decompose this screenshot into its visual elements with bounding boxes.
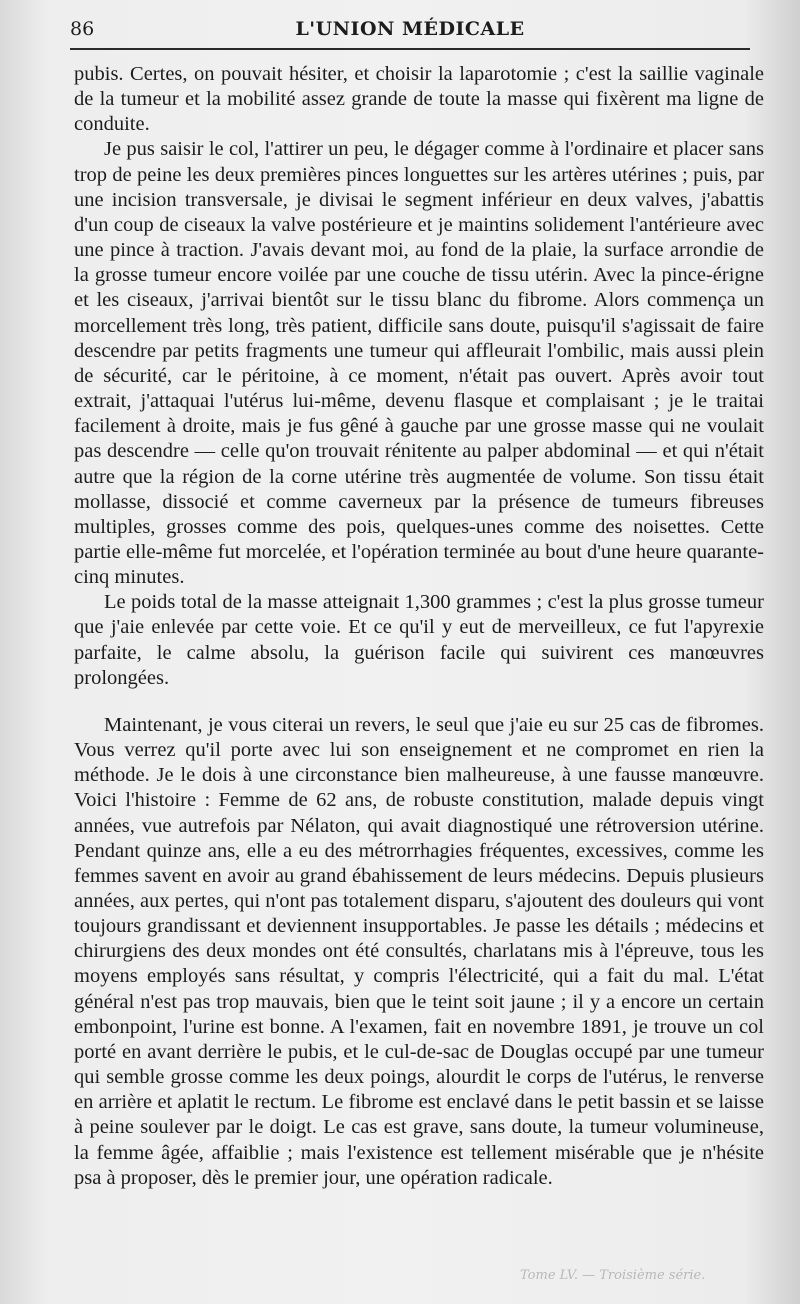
paragraph-operation: Je pus saisir le col, l'attirer un peu, le dégager comme à l'ordinaire et placer sans trop de peine les deux premières pinces longuettes sur les artères utérines ; puis, par une incision transversale, je divisai le segment inférieur en deux valves, j'abattis d'un coup de ciseaux la valve postérieure et je maintins solidement l'antérieure avec une pince à traction. J'avais devant moi, au fond de la plaie, la surface arrondie de la grosse tumeur encore voilée par une couche de tissu utérin. Avec la pince-érigne et les ciseaux, j'arrivai bientôt sur le tissu blanc du fibrome. Alors commença un morcellement très long, très patient, difficile sans doute, puisqu'il s'agissait de faire descendre par petits fragments une tumeur qui affleurait l'ombilic, mais aussi plein de sécurité, car le péritoine, à ce moment, n'était pas ouvert. Après avoir tout extrait, j'attaquai l'utérus lui-même, devenu flasque et complaisant ; je le traitai facilement à droite, mais je fus gêné à gauche par une grosse masse qui ne voulait pas descendre — celle qu'on trouvait rénitente au palper abdominal — et qui n'était autre que la région de la corne utérine très augmentée de volume. Son tissu était mollasse, dissocié et comme caverneux par la présence de tumeurs fibreuses multiples, grosses comme des pois, quelques-unes comme des noisettes. Cette partie elle-même fut morcelée, et l'opération terminée au bout d'une heure quarante-cinq minutes. (74, 138, 764, 589)
page-number: 86 (70, 18, 95, 40)
running-title: L'UNION MÉDICALE (295, 18, 525, 40)
header-rule (70, 48, 750, 50)
paragraph-case-history: Maintenant, je vous citerai un revers, le seul que j'aie eu sur 25 cas de fibromes. Vous verrez qu'il porte avec lui son enseignement et ne compromet en rien la méthode. Je le dois à une circonstance bien malheureuse, à une fausse manœuvre. Voici l'histoire : Femme de 62 ans, de robuste constitution, malade depuis vingt années, vue autrefois par Nélaton, qui avait diagnostiqué une rétroversion utérine. Pendant quinze ans, elle a eu des métrorrhagies fréquentes, excessives, comme les femmes savent en avoir au grand ébahissement de leurs médecins. Depuis plusieurs années, aux pertes, qui n'ont pas totalement disparu, s'ajoutent des douleurs qui vont toujours grandissant et deviennent insupportables. Je passe les détails ; médecins et chirurgiens des deux mondes ont été consultés, charlatans mis à l'épreuve, tous les moyens employés sans résultat, y compris l'électricité, qui a fait du mal. L'état général n'est pas trop mauvais, bien que le teint soit jaune ; il y a encore un certain embonpoint, l'urine est bonne. A l'examen, fait en novembre 1891, je trouve un col porté en avant derrière le pubis, et le cul-de-sac de Douglas occupé par une tumeur qui semble grosse comme les deux poings, alourdit le corps de l'utérus, le renverse en arrière et aplatit le rectum. Le fibrome est enclavé dans le petit bassin et se laisse à peine soulever par le doigt. Le cas est grave, sans doute, la tumeur volumineuse, la femme âgée, affaiblie ; mais l'existence est tellement misérable que je n'hésite psa à proposer, dès le premier jour, une opération radicale. (74, 713, 765, 1189)
paragraph-weight: Le poids total de la masse atteignait 1,300 grammes ; c'est la plus grosse tumeur que j'aie enlevée par cette voie. Et ce qu'il y eut de merveilleux, ce fut l'apyrexie parfaite, le calme absolu, la guérison facile qui suivirent ces manœuvres prolongées. (74, 591, 764, 689)
signature-mark: Tome LV. — Troisième série. (520, 1268, 706, 1283)
article-body (74, 62, 764, 1191)
page-header (70, 14, 750, 44)
paragraph-continued: pubis. Certes, on pouvait hésiter, et choisir la laparotomie ; c'est la saillie vaginale de la tumeur et la mobilité assez grande de toute la masse qui fixèrent ma ligne de conduite. (74, 63, 764, 136)
